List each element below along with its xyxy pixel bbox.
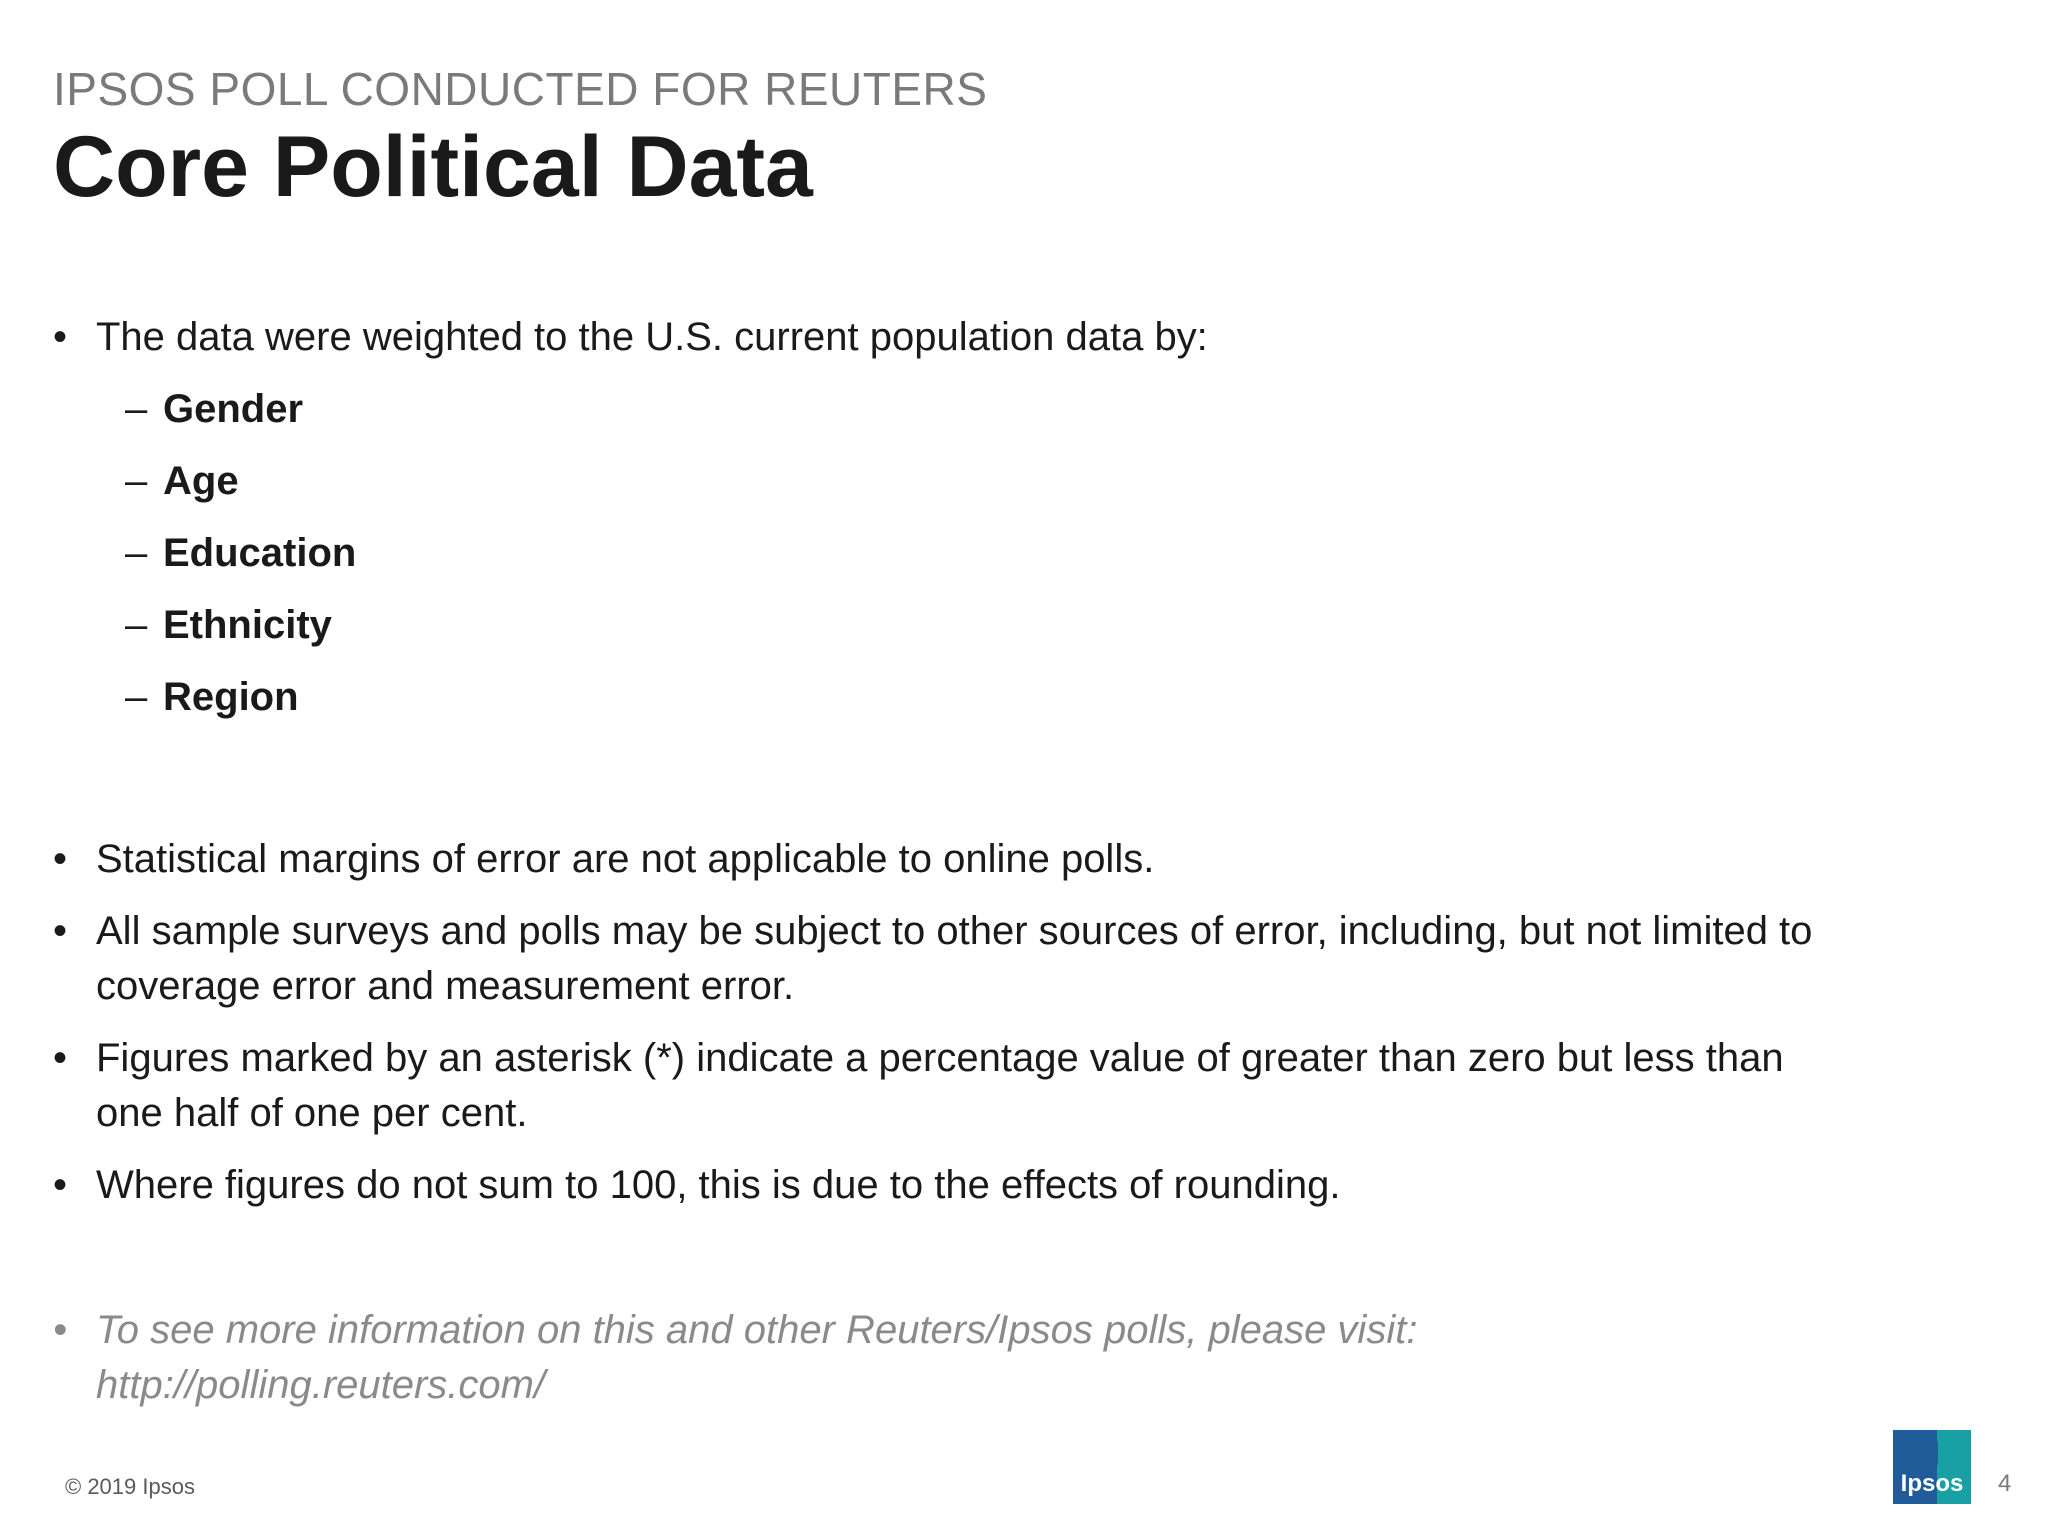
bullet-rounding [53, 1158, 1953, 1213]
bullet-dot-icon: • [53, 837, 68, 881]
page-number: 4 [1998, 1470, 2012, 1497]
more-info-text: To see more information on this and other Reuters/Ipsos polls, please visit: [96, 1308, 1418, 1352]
dash-icon: – [125, 531, 148, 575]
logo-text: Ipsos [1900, 1470, 1964, 1497]
dash-icon: – [125, 387, 148, 431]
more-info-link[interactable]: http://polling.reuters.com/ [96, 1363, 546, 1407]
bullet-dot-icon: • [53, 1163, 68, 1207]
list-item [125, 598, 1953, 653]
bullet-text-line: coverage error and measurement error. [96, 964, 795, 1008]
bullet-text: Where figures do not sum to 100, this is due to the effects of rounding. [96, 1163, 1341, 1207]
ipsos-logo [1893, 1430, 1971, 1504]
logo-mark-icon [1926, 1438, 1938, 1468]
weight-gender: Gender [163, 387, 304, 431]
bullet-dot-icon: • [53, 1036, 68, 1080]
slide-content [53, 310, 1953, 1413]
dash-icon: – [125, 603, 148, 647]
weight-ethnicity: Ethnicity [163, 603, 332, 647]
bullet-text-line: one half of one per cent. [96, 1091, 528, 1135]
bullet-text-line: Figures marked by an asterisk (*) indicate a percentage value of greater than zero but less than [96, 1036, 1784, 1080]
list-item [125, 526, 1953, 581]
list-item [125, 454, 1953, 509]
bullet-dot-icon: • [53, 1308, 68, 1352]
bullet-asterisk [53, 1031, 1953, 1141]
bullet-more-info [53, 1303, 1953, 1413]
list-item [125, 382, 1953, 437]
weighting-list [125, 382, 1953, 725]
weight-region: Region [163, 675, 299, 719]
bullet-text-line: All sample surveys and polls may be subject to other sources of error, including, but not limited to [96, 909, 1813, 953]
dash-icon: – [125, 675, 148, 719]
weight-age: Age [163, 459, 239, 503]
slide-subtitle: IPSOS POLL CONDUCTED FOR REUTERS [53, 63, 988, 115]
list-item [125, 670, 1953, 725]
bullet-text: The data were weighted to the U.S. current population data by: [96, 315, 1208, 359]
copyright: © 2019 Ipsos [65, 1474, 195, 1499]
bullet-weighting [53, 310, 1953, 365]
bullet-margins [53, 832, 1953, 887]
bullet-sources-of-error [53, 904, 1953, 1014]
slide-title: Core Political Data [53, 119, 813, 215]
bullet-dot-icon: • [53, 315, 68, 359]
bullet-dot-icon: • [53, 909, 68, 953]
bullet-text: Statistical margins of error are not applicable to online polls. [96, 837, 1155, 881]
dash-icon: – [125, 459, 148, 503]
weight-education: Education [163, 531, 357, 575]
